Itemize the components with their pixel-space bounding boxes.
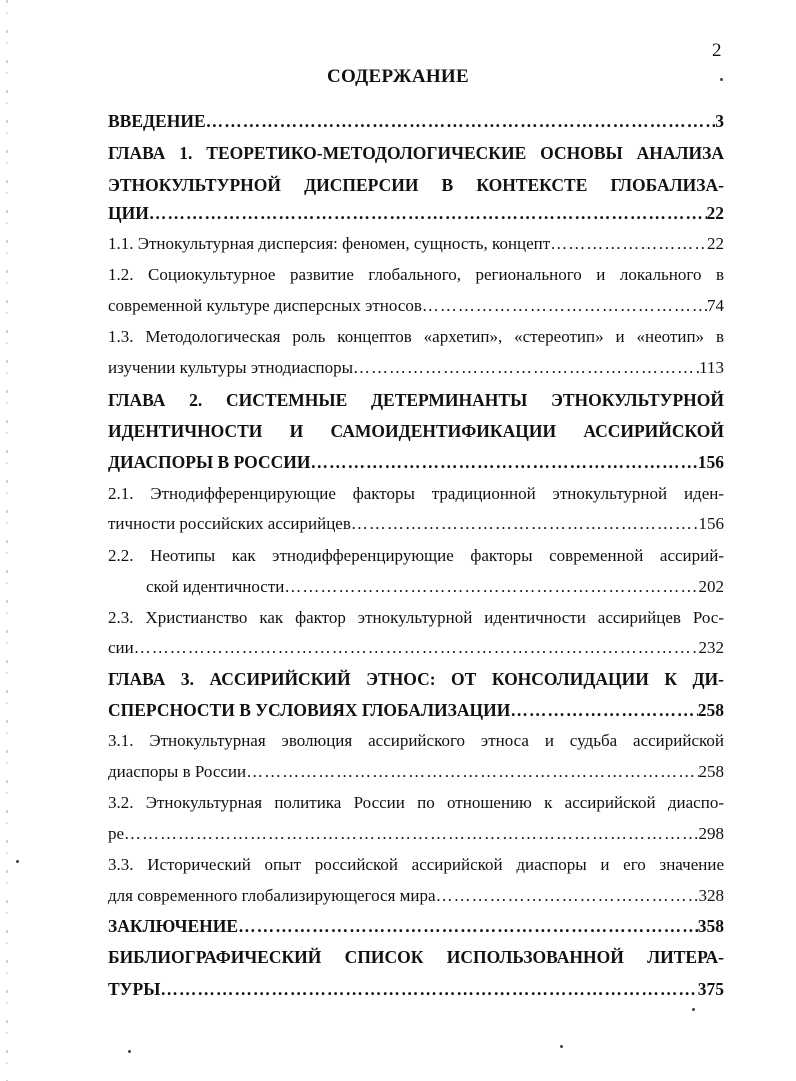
toc-entry-s3-1[interactable] — [108, 757, 724, 787]
toc-entry-label: ТУРЫ — [108, 979, 161, 999]
toc-entry-s3-2-line1: 3.2. Этнокультурная политика России по отношению к ассирийской диаспо- — [108, 793, 724, 812]
toc-entry-s1-2-line1: 1.2. Социокультурное развитие глобального, регионального и локального в — [108, 265, 724, 284]
toc-entry-s3-2[interactable] — [108, 819, 724, 849]
toc-entry-label: для современного глобализирующегося мира — [108, 886, 436, 905]
toc-page-number: 202 — [698, 577, 724, 596]
toc-entry-ch1-line1: ГЛАВА 1. ТЕОРЕТИКО-МЕТОДОЛОГИЧЕСКИЕ ОСНОВЫ АНАЛИЗА — [108, 143, 724, 163]
leader-dots — [436, 881, 699, 911]
toc-page-number: 22 — [706, 203, 724, 223]
toc-entry-s1-3[interactable] — [108, 353, 724, 383]
toc-entry-conclusion[interactable] — [108, 911, 724, 941]
toc-entry-ch2-line1: ГЛАВА 2. СИСТЕМНЫЕ ДЕТЕРМИНАНТЫ ЭТНОКУЛЬТУРНОЙ — [108, 390, 724, 410]
toc-entry-s3-1-line1: 3.1. Этнокультурная эволюция ассирийского этноса и судьба ассирийской — [108, 731, 724, 750]
toc-entry-s2-2-line1: 2.2. Неотипы как этнодифференцирующие факторы современной ассирий- — [108, 546, 724, 565]
toc-entry-s2-1-line1: 2.1. Этнодифференцирующие факторы традиционной этнокультурной иден- — [108, 484, 724, 503]
toc-entry-ch3-line1: ГЛАВА 3. АССИРИЙСКИЙ ЭТНОС: ОТ КОНСОЛИДАЦИИ К ДИ- — [108, 669, 724, 689]
toc-entry-s2-2[interactable] — [146, 572, 724, 602]
toc-entry-label: сии — [108, 638, 134, 657]
scan-speck — [16, 860, 19, 863]
toc-page-number: 258 — [697, 700, 724, 720]
leader-dots — [311, 447, 698, 477]
toc-entry-s1-1[interactable] — [108, 229, 724, 259]
toc-page-number: 3 — [715, 111, 724, 131]
toc-entry-s1-3-line1: 1.3. Методологическая роль концептов «архетип», «стереотип» и «неотип» в — [108, 327, 724, 346]
toc-page-number: 328 — [698, 886, 724, 905]
toc-page-number: 22 — [707, 234, 724, 253]
scan-speck — [128, 1050, 131, 1053]
toc-entry-label: ВВЕДЕНИЕ — [108, 111, 206, 131]
leader-dots — [353, 353, 699, 383]
leader-dots — [206, 106, 716, 136]
leader-dots — [149, 198, 707, 228]
toc-page-number: 258 — [698, 762, 724, 781]
toc-page-number: 74 — [707, 296, 724, 315]
toc-entry-s1-2[interactable] — [108, 291, 724, 321]
page-title: СОДЕРЖАНИЕ — [327, 66, 469, 87]
leader-dots — [284, 572, 698, 602]
toc-entry-label: тичности российских ассирийцев — [108, 514, 351, 533]
toc-entry-ch3[interactable] — [108, 695, 724, 725]
toc-entry-ch2[interactable] — [108, 447, 724, 477]
leader-dots — [246, 757, 698, 787]
leader-dots — [510, 695, 697, 725]
toc-entry-intro[interactable] — [108, 106, 724, 136]
toc-entry-ch1[interactable] — [108, 198, 724, 228]
scan-speck — [560, 1045, 563, 1048]
toc-entry-s2-3-line1: 2.3. Христианство как фактор этнокультурной идентичности ассирийцев Рос- — [108, 608, 724, 627]
toc-page-number: 232 — [698, 638, 724, 657]
leader-dots — [550, 229, 707, 259]
toc-entry-ch2-line2: ИДЕНТИЧНОСТИ И САМОИДЕНТИФИКАЦИИ АССИРИЙСКОЙ — [108, 421, 724, 441]
scan-speck — [692, 1008, 695, 1011]
toc-page-number: 156 — [698, 514, 724, 533]
toc-entry-label: диаспоры в России — [108, 762, 247, 781]
toc-page-number: 298 — [698, 824, 724, 843]
toc-entry-s3-3-line1: 3.3. Исторический опыт российской ассирийской диаспоры и его значение — [108, 855, 724, 874]
toc-page-number: 358 — [697, 916, 724, 936]
toc-entry-s2-1[interactable] — [108, 509, 724, 539]
leader-dots — [422, 291, 707, 321]
toc-page-number: 113 — [699, 358, 724, 377]
toc-entry-label: ЦИИ — [108, 203, 149, 223]
leader-dots — [124, 819, 698, 849]
toc-page-number: 156 — [697, 452, 724, 472]
toc-entry-s2-3[interactable] — [108, 633, 724, 663]
toc-entry-label: ЗАКЛЮЧЕНИЕ — [108, 916, 239, 936]
leader-dots — [134, 633, 699, 663]
toc-entry-biblio-line1: БИБЛИОГРАФИЧЕСКИЙ СПИСОК ИСПОЛЬЗОВАННОЙ ЛИТЕРА- — [108, 947, 724, 967]
toc-page-number: 375 — [697, 979, 724, 999]
toc-entry-label: ской идентичности — [146, 577, 285, 596]
leader-dots — [238, 911, 698, 941]
toc-entry-label: 1.1. Этнокультурная дисперсия: феномен, сущность, концепт — [108, 234, 551, 253]
toc-entry-label: изучении культуры этнодиаспоры — [108, 358, 354, 377]
toc-entry-label: СПЕРСНОСТИ В УСЛОВИЯХ ГЛОБАЛИЗАЦИИ — [108, 700, 511, 720]
leader-dots — [351, 509, 699, 539]
toc-entry-ch1-line2: ЭТНОКУЛЬТУРНОЙ ДИСПЕРСИИ В КОНТЕКСТЕ ГЛОБАЛИЗА- — [108, 175, 724, 195]
page-number: 2 — [712, 40, 722, 61]
scan-edge-artifact — [6, 0, 8, 1081]
scan-speck — [720, 78, 723, 81]
toc-entry-label: современной культуре дисперсных этносов — [108, 296, 422, 315]
leader-dots — [160, 974, 697, 1004]
toc-entry-label: ре — [108, 824, 125, 843]
toc-entry-label: ДИАСПОРЫ В РОССИИ — [108, 452, 311, 472]
toc-entry-s3-3[interactable] — [108, 881, 724, 911]
toc-entry-biblio[interactable] — [108, 974, 724, 1004]
